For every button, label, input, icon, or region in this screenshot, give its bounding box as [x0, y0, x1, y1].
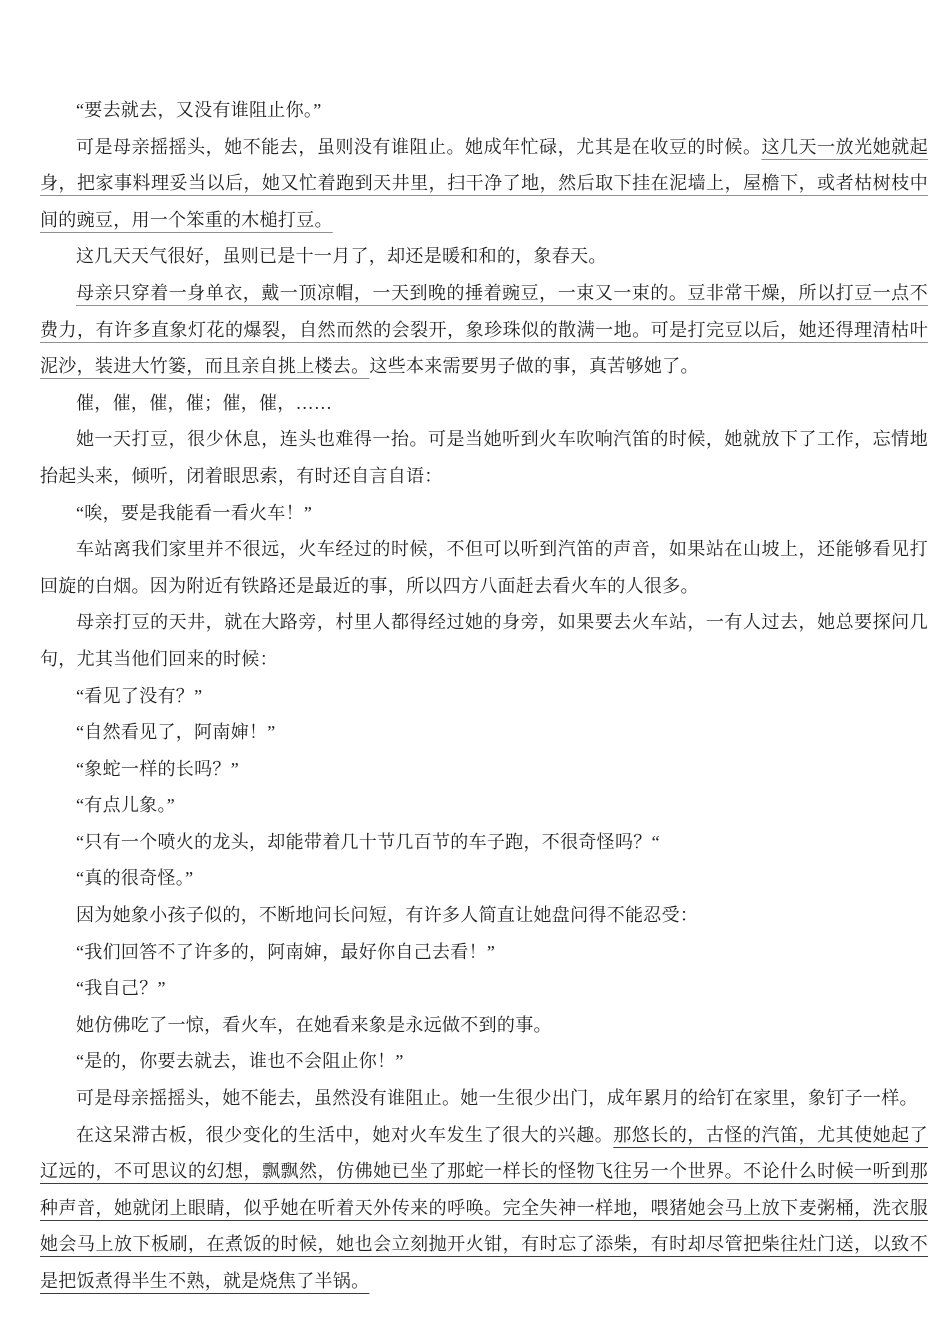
text-segment: 这几天天气很好，虽则已是十一月了，却还是暖和和的，象春天。: [76, 246, 607, 267]
text-segment: “自然看见了，阿南婶！”: [76, 722, 276, 743]
text-segment: 可是母亲摇摇头，她不能去，虽则没有谁阻止。她成年忙碌，尤其是在收豆的时候。: [76, 136, 762, 157]
paragraph-dialogue: [40, 714, 928, 751]
text-segment: 她一天打豆，很少休息，连头也难得一抬。可是当她听到火车吹响汽笛的时候，她就放下了工作，忘情地抬起头来，倾听，闭着眼思索，有时还自言自语：: [40, 429, 928, 486]
text-segment: “看见了没有？”: [76, 685, 203, 706]
text-segment: “象蛇一样的长吗？”: [76, 758, 239, 779]
paragraph-dialogue: [40, 495, 928, 532]
paragraph-narrative: [40, 1007, 928, 1044]
paragraph-dialogue: [40, 860, 928, 897]
text-segment: “有点儿象。”: [76, 795, 176, 816]
text-segment: “真的很奇怪。”: [76, 868, 194, 889]
underlined-sentence: 母亲只穿着一身单衣，戴一顶凉帽，一天到晚的捶着豌豆，一束又一束的。豆非常干燥，所以打豆一点不费力，有许多直象灯花的爆裂，自然而然的会裂开，象珍珠似的散满一地。可是打完豆以后，她还得理清枯叶泥沙，装进大竹篓，而且亲自挑上楼去。: [40, 282, 928, 377]
paragraph-dialogue: [40, 970, 928, 1007]
paragraph-narrative: [40, 275, 928, 385]
paragraph-narrative: [40, 1117, 928, 1300]
paragraph-dialogue: [40, 751, 928, 788]
paragraph-narrative: [40, 604, 928, 677]
paragraph-narrative: [40, 238, 928, 275]
text-segment: 车站离我们家里并不很远，火车经过的时候，不但可以听到汽笛的声音，如果站在山坡上，还能够看见打回旋的白烟。因为附近有铁路还是最近的事，所以四方八面赶去看火车的人很多。: [40, 539, 928, 596]
text-segment: “是的，你要去就去，谁也不会阻止你！”: [76, 1051, 404, 1072]
paragraph-narrative: [40, 421, 928, 494]
text-segment: 可是母亲摇摇头，她不能去，虽然没有谁阻止。她一生很少出门，成年累月的给钉在家里，象钉子一样。: [76, 1088, 918, 1109]
paragraph-dialogue: [40, 934, 928, 971]
paragraph-dialogue: [40, 678, 928, 715]
paragraph-narrative: [40, 129, 928, 239]
text-segment: 这些本来需要男子做的事，真苦够她了。: [369, 356, 699, 377]
paragraph-dialogue: [40, 787, 928, 824]
paragraph-narrative: [40, 531, 928, 604]
text-segment: 母亲打豆的天井，就在大路旁，村里人都得经过她的身旁，如果要去火车站，一有人过去，她总要探问几句，尤其当他们回来的时候：: [40, 612, 928, 669]
text-segment: “我们回答不了许多的，阿南婶，最好你自己去看！”: [76, 941, 496, 962]
paragraph-dialogue: [40, 1043, 928, 1080]
paragraph-narrative: [40, 897, 928, 934]
text-segment: “要去就去，又没有谁阻止你。”: [76, 100, 322, 120]
paragraph-narrative: [40, 1080, 928, 1117]
paragraph-onomatopoeia: [40, 385, 928, 422]
underlined-sentence: 这几天一放光她就起身，把家事料理妥当以后，她又忙着跑到天井里，扫干净了地，然后取下挂在泥墙上，屋檐下，或者枯树枝中间的豌豆，用一个笨重的木槌打豆。: [40, 136, 928, 230]
text-segment: “只有一个喷火的龙头，却能带着几十节几百节的车子跑，不很奇怪吗？“: [76, 831, 660, 852]
text-segment: “我自己？”: [76, 978, 166, 999]
text-segment: 在这呆滞古板，很少变化的生活中，她对火车发生了很大的兴趣。: [76, 1124, 614, 1145]
text-segment: 她仿佛吃了一惊，看火车，在她看来象是永远做不到的事。: [76, 1014, 552, 1035]
underlined-sentence: 那悠长的，古怪的汽笛，尤其使她起了辽远的，不可思议的幻想，飘飘然，仿佛她已坐了那蛇一样长的怪物飞往另一个世界。不论什么时候一听到那种声音，她就闭上眼睛，似乎她在听着天外传来的呼唤。完全失神一样地，喂猪她会马上放下麦粥桶，洗衣服她会马上放下板刷，在煮饭的时候，她也会立刻抛开火钳，有时忘了添柴，有时却尽管把柴往灶门送，以致不是把饭煮得半生不熟，就是烧焦了半锅。: [40, 1124, 928, 1291]
text-segment: 催，催，催，催；催，催，……: [76, 392, 333, 413]
paragraph-dialogue: [40, 824, 928, 861]
paragraph-dialogue: [40, 92, 928, 129]
text-segment: 因为她象小孩子似的，不断地问长问短，有许多人简直让她盘问得不能忍受：: [76, 905, 699, 926]
text-segment: “唉，要是我能看一看火车！”: [76, 502, 313, 523]
